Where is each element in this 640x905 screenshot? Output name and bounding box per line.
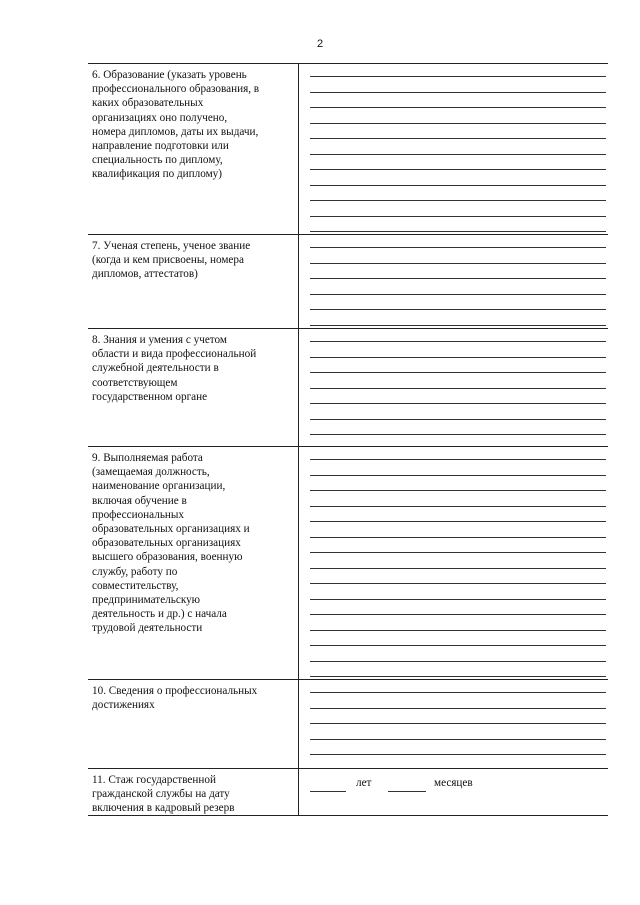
row-label-skills: 8. Знания и умения с учетом области и вида профессиональной служебной деятельности в соответствующем государственном органе	[92, 334, 257, 403]
fill-line[interactable]	[310, 568, 606, 569]
fill-line[interactable]	[310, 309, 606, 310]
fill-line[interactable]	[310, 138, 606, 139]
fill-line[interactable]	[310, 200, 606, 201]
row-label-work-history: 9. Выполняемая работа (замещаемая должность, наименование организации, включая обучение в профессиональных образовательных организациях и образовательных организациях высшего образования, военную службу, работу по совместительству, предпринимательскую деятельность и др.) с начала трудовой деятельности	[92, 452, 250, 635]
form-row-degree	[88, 234, 608, 328]
years-label: лет	[356, 777, 372, 789]
fill-line[interactable]	[310, 185, 606, 186]
service-length-fields	[310, 777, 606, 793]
form-row-achievements	[88, 679, 608, 768]
fill-line[interactable]	[310, 645, 606, 646]
fill-line[interactable]	[310, 123, 606, 124]
fill-line[interactable]	[310, 263, 606, 264]
fill-line[interactable]	[310, 107, 606, 108]
fill-lines-skills[interactable]	[310, 329, 606, 446]
months-input-line[interactable]	[388, 791, 426, 792]
fill-line[interactable]	[310, 506, 606, 507]
column-divider	[298, 680, 299, 768]
fill-line[interactable]	[310, 614, 606, 615]
fill-lines-degree[interactable]	[310, 235, 606, 328]
row-label-education: 6. Образование (указать уровень профессионального образования, в каких образовательных организациях оно получено, номера дипломов, даты их выдачи, направление подготовки или специальность по диплому, квалификация по диплому)	[92, 69, 260, 181]
fill-line[interactable]	[310, 434, 606, 435]
fill-line[interactable]	[310, 341, 606, 342]
column-divider	[298, 329, 299, 446]
fill-line[interactable]	[310, 169, 606, 170]
fill-line[interactable]	[310, 372, 606, 373]
fill-line[interactable]	[310, 459, 606, 460]
fill-line[interactable]	[310, 475, 606, 476]
fill-line[interactable]	[310, 154, 606, 155]
fill-line[interactable]	[310, 419, 606, 420]
row-label-service-length: 11. Стаж государственной гражданской службы на дату включения в кадровый резерв	[92, 774, 235, 815]
form-table	[88, 63, 608, 816]
fill-line[interactable]	[310, 357, 606, 358]
row-label-achievements: 10. Сведения о профессиональных достижениях	[92, 685, 258, 712]
fill-line[interactable]	[310, 231, 606, 232]
fill-line[interactable]	[310, 278, 606, 279]
column-divider	[298, 235, 299, 328]
form-row-service-length	[88, 768, 608, 816]
fill-line[interactable]	[310, 521, 606, 522]
fill-line[interactable]	[310, 692, 606, 693]
fill-line[interactable]	[310, 676, 606, 677]
fill-lines-work-history[interactable]	[310, 447, 606, 679]
column-divider	[298, 769, 299, 815]
fill-line[interactable]	[310, 723, 606, 724]
fill-line[interactable]	[310, 552, 606, 553]
fill-line[interactable]	[310, 294, 606, 295]
fill-line[interactable]	[310, 325, 606, 326]
form-row-education	[88, 63, 608, 234]
fill-line[interactable]	[310, 216, 606, 217]
fill-line[interactable]	[310, 661, 606, 662]
fill-line[interactable]	[310, 630, 606, 631]
fill-line[interactable]	[310, 537, 606, 538]
fill-line[interactable]	[310, 708, 606, 709]
column-divider	[298, 64, 299, 234]
fill-line[interactable]	[310, 583, 606, 584]
page-number: 2	[316, 38, 324, 50]
years-input-line[interactable]	[310, 791, 346, 792]
row-label-degree: 7. Ученая степень, ученое звание (когда и кем присвоены, номера дипломов, аттестатов)	[92, 240, 251, 281]
form-row-work-history	[88, 446, 608, 679]
form-row-skills	[88, 328, 608, 446]
fill-line[interactable]	[310, 490, 606, 491]
fill-line[interactable]	[310, 92, 606, 93]
months-label: месяцев	[434, 777, 473, 789]
fill-lines-achievements[interactable]	[310, 680, 606, 768]
fill-lines-education[interactable]	[310, 64, 606, 234]
fill-line[interactable]	[310, 754, 606, 755]
column-divider	[298, 447, 299, 679]
fill-line[interactable]	[310, 388, 606, 389]
fill-line[interactable]	[310, 247, 606, 248]
fill-line[interactable]	[310, 599, 606, 600]
fill-line[interactable]	[310, 739, 606, 740]
fill-line[interactable]	[310, 76, 606, 77]
fill-line[interactable]	[310, 403, 606, 404]
